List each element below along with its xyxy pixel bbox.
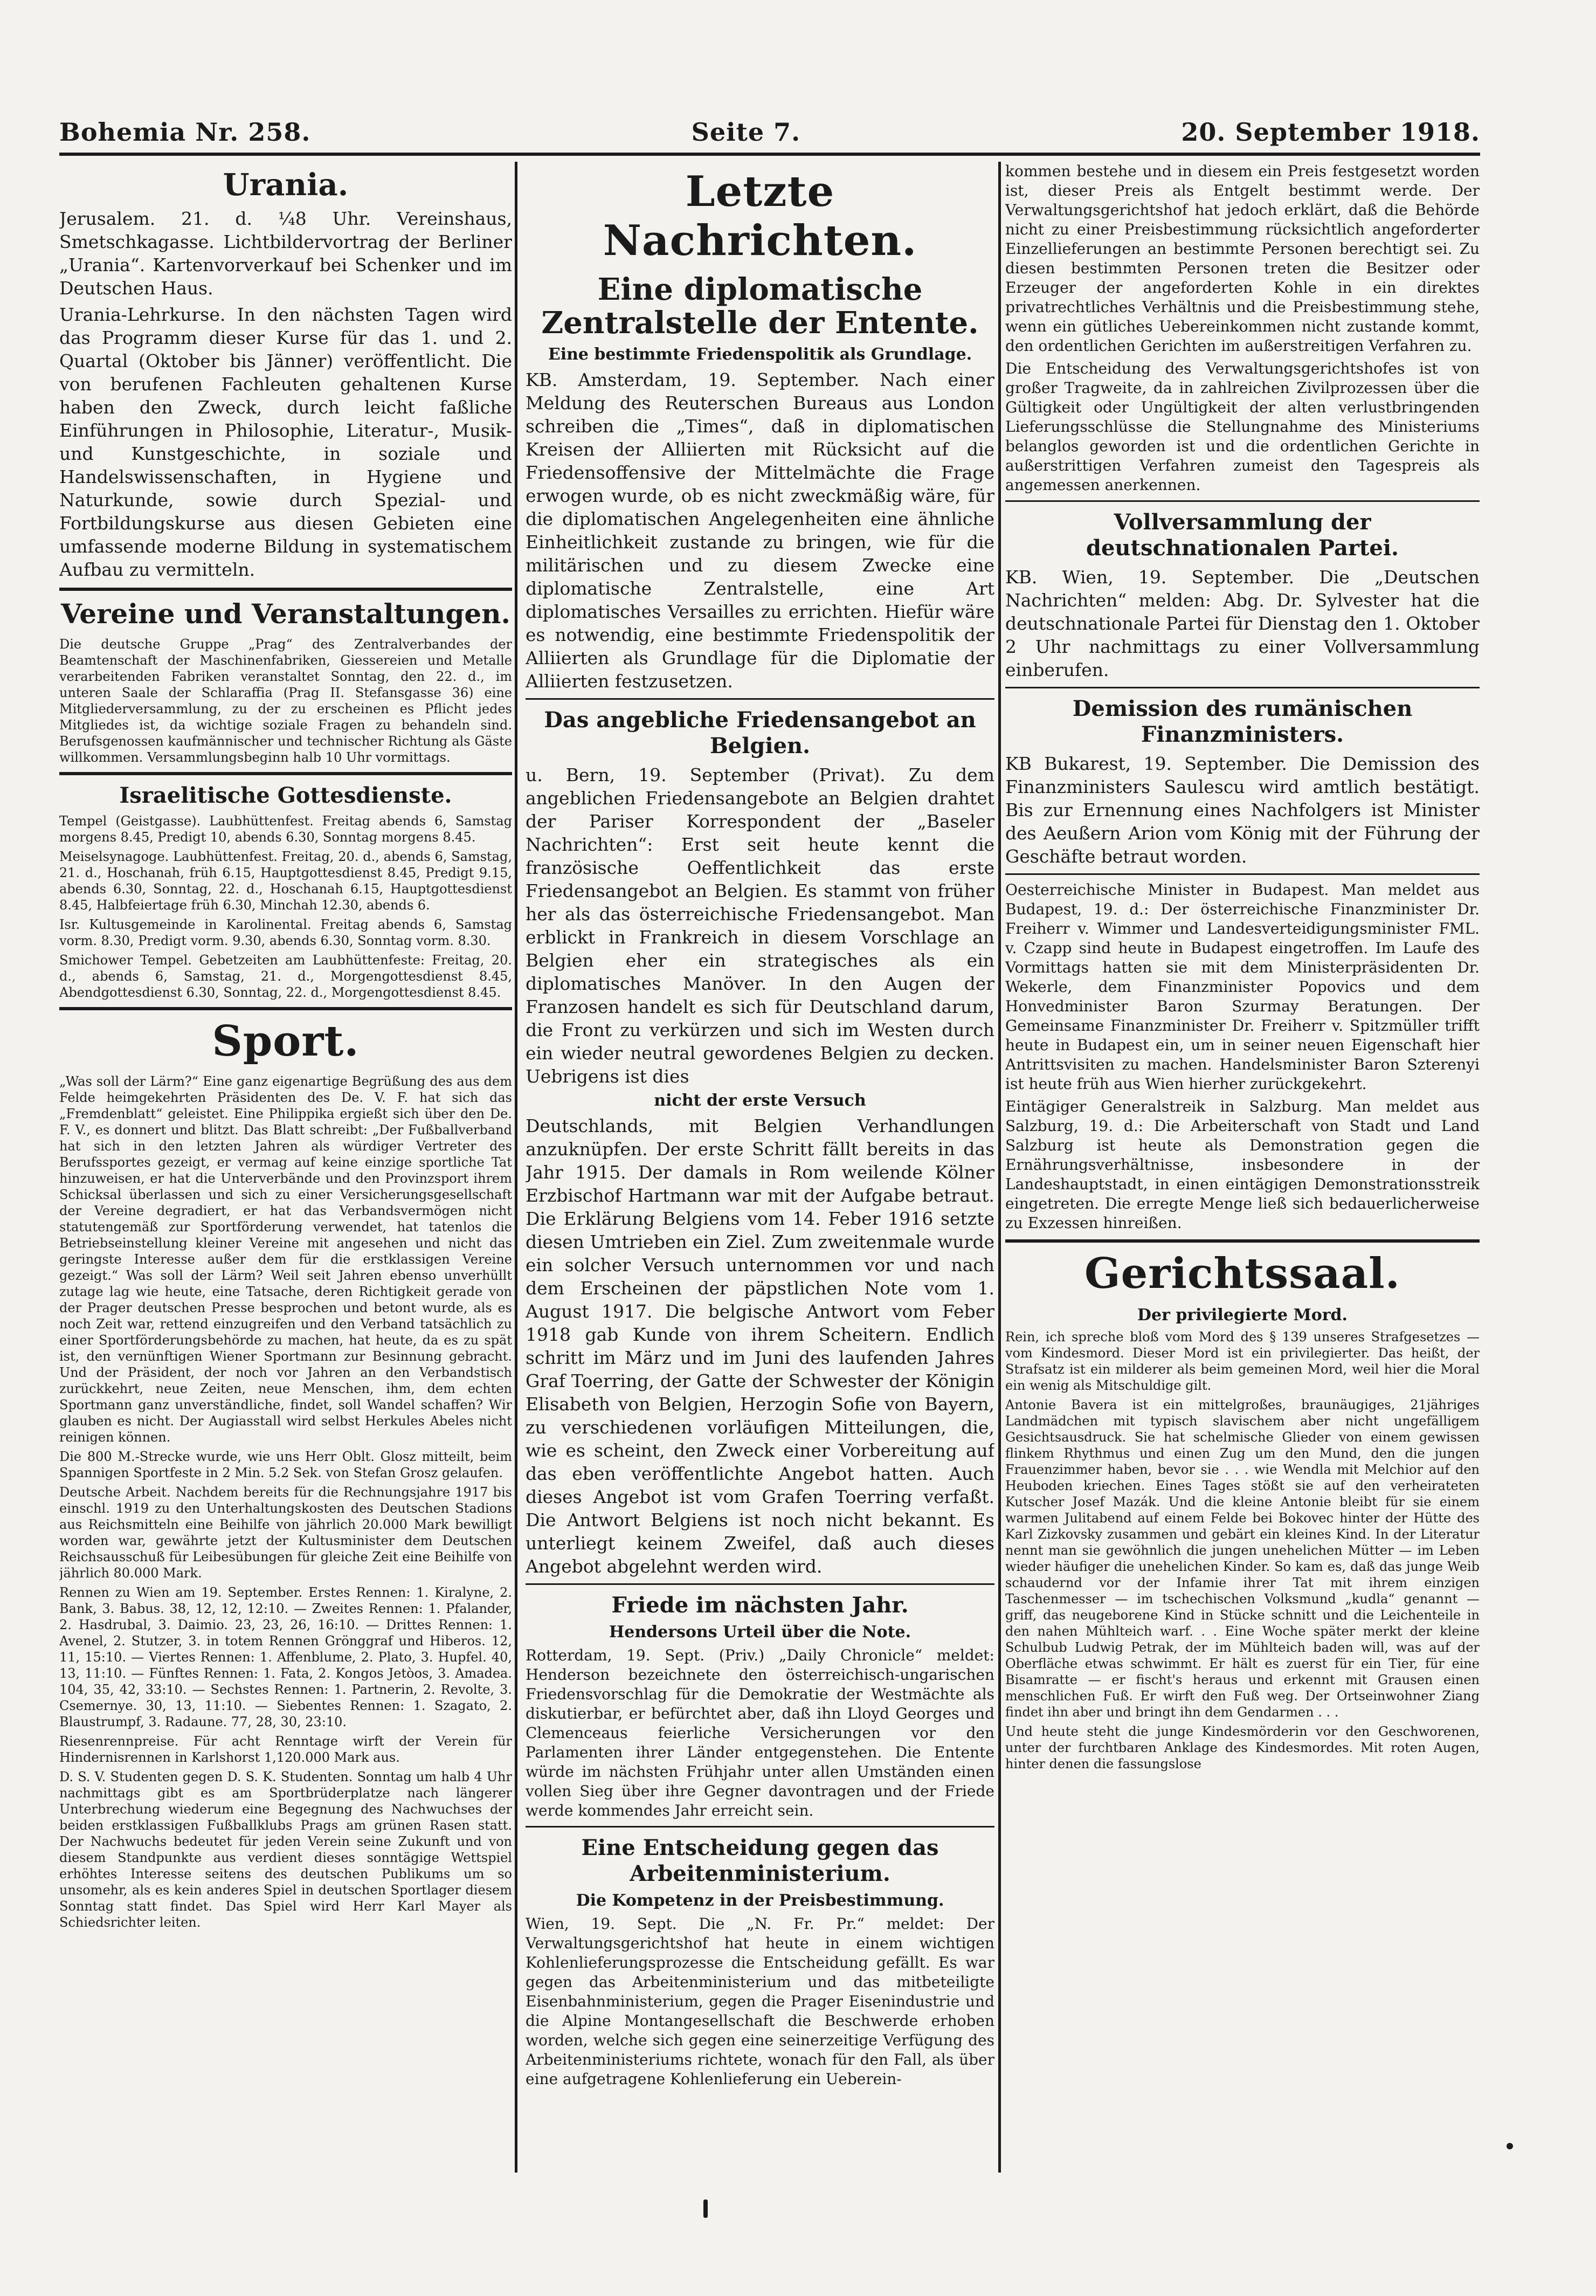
article-divider: [1005, 687, 1480, 688]
belgien-article-paragraph-1: u. Bern, 19. September (Privat). Zu dem angeblichen Friedensangebote an Belgien drahtet der Pariser Korrespondent der „Baseler Nachrichten“: Erst seit heute kennt die französische Oeffentlichkeit das erste Friedensangebot an Belgien. Es stammt von früher her als das österreichische Friedensangebot. Man erblickt in Frankreich in diesem Vorschlage an Belgien eher ein strategisches als ein diplomatisches Manöver. In den Augen der Franzosen handelt es sich für Deutschland darum, die Front zu verkürzen und sich im Westen durch ein wieder neutral gewordenes Belgien zu decken. Uebrigens ist dies: [526, 764, 994, 1087]
continued-paragraph-2: Die Entscheidung des Verwaltungsgerichtshofes ist von großer Tragweite, da in zahlreichen Zivilprozessen über die Gültigkeit oder Ungültigkeit der alten verlustbringenden Lieferungsschlüsse die Stellungnahme des Ministeriums belanglos geworden ist und die ordentlichen Gerichte in außerstrittigen Verfahren zumeist den Tagespreis als angemessen anerkennen.: [1005, 360, 1480, 494]
section-divider: [59, 1007, 512, 1010]
page-header: [59, 111, 1480, 154]
arbeitenministerium-paragraph: Wien, 19. Sept. Die „N. Fr. Pr.“ meldet: Der Verwaltungsgerichtshof hat heute in einem wichtigen Kohlenlieferungsprozesse die Entscheidung gefällt. Es war gegen das Arbeitenministerium und das mitbeteiligte Eisenbahnministerium, gegen die Prager Eisenindustrie und die Alpine Montangesellschaft die Beschwerde erhoben worden, welche sich gegen eine seinerzeitige Verfügung des Arbeitenministeriums richtete, wonach für den Fall, als über eine aufgetragene Kohlenlieferung ein Ueberein-: [526, 1915, 994, 2088]
gottesdienste-paragraph-4: Smichower Tempel. Gebetzeiten am Laubhüttenfeste: Freitag, 20. d., abends 6, Samstag, 21. d., Morgengottesdienst 8.45, Abendgottesdienst 6.30, Sonntag, 22. d., Morgengottesdienst 8.45.: [59, 953, 512, 1000]
vollversammlung-paragraph: KB. Wien, 19. September. Die „Deutschen Nachrichten“ melden: Abg. Dr. Sylvester hat die deutschnationale Partei für Dienstag den 1. Oktober 2 Uhr nachmittags zu einer Vollversammlung einberufen.: [1005, 567, 1480, 680]
vereine-paragraph: Die deutsche Gruppe „Prag“ des Zentralverbandes der Beamtenschaft der Maschinenfabriken, Giessereien und Metalle verarbeitenden Fabriken veranstaltet Sonntag, den 22. d., im unteren Saale der Schlaraffia (Prag II. Stefansgasse 36) eine Mitgliederversammlung, zu der zu erscheinen es Pflicht jedes Mitgliedes ist, da wichtige soziale Fragen zu behandeln sind. Berufsgenossen kaufmännischer und technischer Richtung als Gäste willkommen. Versammlungsbeginn halb 10 Uhr vormittags.: [59, 637, 512, 765]
sport-paragraph-2: Die 800 M.-Strecke wurde, wie uns Herr Oblt. Glosz mitteilt, beim Spannigen Sportfeste in 2 Min. 5.2 Sek. von Stefan Grosz gelaufen.: [59, 1449, 512, 1480]
belgien-article-heading: Das angebliche Friedensangebot an Belgien.: [544, 707, 976, 759]
demission-heading: Demission des rumänischen Finanzministers.: [1072, 696, 1413, 747]
scan-speck: [703, 2200, 708, 2218]
minister-budapest-paragraph: Oesterreichische Minister in Budapest. Man meldet aus Budapest, 19. d.: Der österreichische Finanzminister Dr. Freiherr v. Wimmer und Landesverteidigungsminister FML. v. Czapp sind heute in Budapest eingetroffen. Im Laufe des Vormittags hatten sie mit dem Ministerpräsidenten Dr. Wekerle, dem Finanzminister Popovics und dem Honvedminister Baron Szurmay Beratungen. Der Gemeinsame Finanzminister Dr. Freiherr v. Spitzmüller trifft heute in Budapest ein, um in seiner neuen Eigenschaft hier Antrittsvisiten zu machen. Handelsminister Baron Szterenyi ist heute früh aus Wien hierher zurückgekehrt.: [1005, 881, 1480, 1093]
section-divider: [59, 588, 512, 591]
header-page-number: Seite 7.: [691, 118, 801, 147]
column-center: [526, 162, 994, 2205]
header-rule: [59, 153, 1480, 156]
section-divider: [59, 772, 512, 775]
generalstreik-paragraph: Eintägiger Generalstreik in Salzburg. Man meldet aus Salzburg, 19. d.: Die Arbeiterschaft von Stadt und Land Salzburg ist heute als Demonstration gegen die Ernährungsverhältnisse, insbesondere in der Landeshauptstadt, in einen eintägigen Demonstrationsstreik eingetreten. Die erregte Menge ließ sich bedauerlicherweise zu Exzessen hinreißen.: [1005, 1098, 1480, 1232]
gerichtssaal-paragraph-2: Antonie Bavera ist ein mittelgroßes, braunäugiges, 21jähriges Landmädchen mit typisch slavischem aber nicht ungefälligem Gesichtsausdruck. Sie hat schelmische Glieder von einem gewissen flinkem Rhythmus und einen Zug um den Mund, den die jungen Frauenzimmer haben, bevor sie . . . wie Wendla mit Melchior auf den Heuboden kriechen. Eines Tages stößt sie auf den verheirateten Kutscher Josef Mazák. Und die kleine Antonie bleibt für sie einem warmen Julitabend auf einem Felde bei Bokovec hinter der Hütte des Karl Zizkovsky zusammen und gebärt ein kleines Kind. In der Literatur nennt man sie gewöhnlich die jungen unehelichen Mütter — im Leben wieder häufiger die unehelichen Kinder. So kam es, daß das junge Weib schaudernd vor der Infamie ihrer Tat mit ihrem einzigen Taschenmesser — im tschechischen Volksmund „kudla“ genannt — griff, das neugeborene Kind in Stücke schnitt und die Leichenteile in den nahen Mühlteich warf. . . Eine Woche später merkt der kleine Schulbub Ludwig Petrak, der im Mühlteich baden will, was auf der Oberfläche etwas schwimmt. Er hält es zuerst für ein Tier, für eine Bisamratte — er fischt's heraus und erkennt mit Grausen einen menschlichen Fuß. Er wirft den Fuß weg. Der Ortseinwohner Ziang findet ihn aber und bringt ihn dem Gendarmen . . .: [1005, 1397, 1480, 1720]
scan-speck: [1507, 2143, 1513, 2149]
gerichtssaal-paragraph-3: Und heute steht die junge Kindesmörderin vor den Geschworenen, unter der furchtbaren Anklage des Kindesmordes. Mit roten Augen, hinter denen die fassungslose: [1005, 1724, 1480, 1771]
sport-paragraph-4: Rennen zu Wien am 19. September. Erstes Rennen: 1. Kiralyne, 2. Bank, 3. Babus. 38, 12, 12, 12:10. — Zweites Rennen: 1. Pfalander, 2. Hasdrubal, 3. Daimio. 23, 23, 26, 16:10. — Drittes Rennen: 1. Avenel, 2. Stutzer, 3. in totem Rennen Grönggraf und Hiberos. 12, 11, 15:10. — Viertes Rennen: 1. Affenblume, 2. Plato, 3. Hupfel. 40, 13, 11:10. — Fünftes Rennen: 1. Fata, 2. Kongos Jetòos, 3. Amadea. 104, 35, 42, 33:10. — Sechstes Rennen: 1. Partnerin, 2. Revolte, 3. Csemernye. 30, 13, 11:10. — Siebentes Rennen: 1. Szagato, 2. Blaustrumpf, 3. Radaune. 77, 28, 30, 23:10.: [59, 1585, 512, 1729]
sport-paragraph-6: D. S. V. Studenten gegen D. S. K. Studenten. Sonntag um halb 4 Uhr nachmittags gibt es am Sportbrüderplatze nach längerer Unterbrechung wiederum eine Begegnung des Nachwuchses der beiden erstklassigen Fußballklubs Prags am grünen Rasen statt. Der Nachwuchs bedeutet für jeden Verein seine Zukunft und von diesem Standpunkte aus verdient dieses sonntägige Wettspiel erhöhtes Interesse seitens des deutschen Publikums um so unsomehr, als es kein anderes Spiel in deutschen Sportlager diesem Sonntag statt findet. Das Spiel wird Herr Karl Mayer als Schiedsrichter leiten.: [59, 1769, 512, 1930]
column-divider-1: [515, 162, 517, 2173]
article-divider: [1005, 500, 1480, 502]
column-right: [1005, 162, 1480, 2205]
entente-article-heading: Eine diplomatische Zentralstelle der Entente.: [541, 272, 979, 341]
gottesdienste-paragraph-1: Tempel (Geistgasse). Laubhüttenfest. Freitag abends 6, Samstag morgens 8.45, Predigt 10, abends 6.30, Sonntag morgens 8.45.: [59, 813, 512, 845]
article-divider: [526, 1583, 994, 1585]
urania-paragraph-1: Jerusalem. 21. d. ¼8 Uhr. Vereinshaus, Smetschkagasse. Lichtbildervortrag der Berliner „Urania“. Kartenvorverkauf bei Schenker und im Deutschen Haus.: [59, 208, 512, 299]
sport-heading: Sport.: [212, 1017, 360, 1066]
entente-article-kicker: Eine bestimmte Friedenspolitik als Grundlage.: [548, 345, 972, 364]
gottesdienste-paragraph-3: Isr. Kultusgemeinde in Karolinental. Freitag abends 6, Samstag vorm. 8.30, Predigt vorm. 9.30, abends 6.30, Sonntag vorm. 8.30.: [59, 917, 512, 948]
article-divider: [1005, 873, 1480, 875]
arbeitenministerium-heading: Eine Entscheidung gegen das Arbeitenministerium.: [581, 1835, 939, 1886]
gottesdienste-paragraph-2: Meiselsynagoge. Laubhüttenfest. Freitag, 20. d., abends 6, Samstag, 21. d., Hoschanah, früh 6.15, Hauptgottesdienst 8.45, Predigt 9.15, abends 6.30, Sonntag, 22. d., Hoschanah 6.15, Hauptgottesdienst 8.45, Halbfeiertage früh 6.30, Minchah 12.30, abends 6.: [59, 849, 512, 913]
belgien-article-subkicker: nicht der erste Versuch: [654, 1091, 866, 1110]
vereine-heading: Vereine und Veranstaltungen.: [61, 598, 510, 630]
article-divider: [526, 1826, 994, 1828]
demission-paragraph: KB Bukarest, 19. September. Die Demission des Finanzministers Saulescu wird amtlich bestätigt. Bis zur Ernennung eines Nachfolgers ist Minister des Aeußern Arion vom König mit der Führung der Geschäfte betraut worden.: [1005, 753, 1480, 867]
gerichtssaal-paragraph-1: Rein, ich spreche bloß vom Mord des § 139 unseres Strafgesetzes — vom Kindesmord. Dieser Mord ist ein privilegierter. Das heißt, der Strafsatz ist ein milderer als beim gemeinen Mord, weil hier die Moral ein wenig als Mitschuldige gilt.: [1005, 1329, 1480, 1393]
sport-paragraph-1: „Was soll der Lärm?“ Eine ganz eigenartige Begrüßung des aus dem Felde heimgekehrten Präsidenten des De. V. F. hat sich das „Fremdenblatt“ geleistet. Eine Philippika ergießt sich über den De. F. V., es donnert und blitzt. Das Blatt schreibt: „Der Fußballverband hat sich in den letzten Jahren als würdiger Vertreter des Berufssportes gezeigt, er vermag auf keine einzige sportliche Tat hinzuweisen, er hat die Unterverbände und den Provinzsport ihrem Schicksal überlassen und sich zu einer Versicherungsgesellschaft der Vereine degradiert, er hat das Verbandsvermögen nicht statutengemäß zur Sportförderung verwendet, hat tatenlos die Betriebseinstellung kleiner Vereine mit angesehen und nicht das geringste Interesse außer dem für die erstklassigen Vereine gezeigt.“ Was soll der Lärm? Weil seit Jahren ebenso unverhüllt zutage lag wie heute, eine Tatsache, deren Richtigkeit gerade von der Prager deutschen Presse besprochen und betont wurde, als es noch Zeit war, rettend einzugreifen und den Verband tatsächlich zu einer Sportförderungsbehörde zu machen, hat heute, da es zu spät ist, den vernünftigen Wiener Sportmann zur Besinnung gebracht. Und der Präsident, der noch vor Jahren an den Verbandstisch zurückkehrt, neue Zeiten, neue Menschen, ihm, dem echten Sportmann ganz unverständliche, findet, soll Wandel schaffen? Wir glauben es nicht. Der Augiasstall wird selbst Herkules Abeles nicht reinigen können.: [59, 1074, 512, 1445]
sport-paragraph-5: Riesenrennpreise. Für acht Renntage wirft der Verein für Hindernisrennen in Karlshorst 1,120.000 Mark aus.: [59, 1734, 512, 1765]
urania-heading: Urania.: [223, 167, 349, 203]
friede-article-paragraph: Rotterdam, 19. Sept. (Priv.) „Daily Chronicle“ meldet: Henderson bezeichnete den österreichisch-ungarischen Friedensvorschlag für die Demokratie der Westmächte als diskutierbar, er befürchtet aber, daß ihn Lloyd Georges und Clemenceaus feierliche Versicherungen vor den Parlamenten ihrer Länder entgegenstehen. Die Entente würde im nächsten Frühjahr unter allen Umständen einen vollen Sieg über ihre Gegner davontragen und der Friede werde kommendes Jahr erreicht sein.: [526, 1646, 994, 1819]
gerichtssaal-heading: Gerichtssaal.: [1084, 1249, 1400, 1298]
sport-paragraph-3: Deutsche Arbeit. Nachdem bereits für die Rechnungsjahre 1917 bis einschl. 1919 zu den Unterhaltungskosten des Deutschen Stadions aus Reichsmitteln eine Beihilfe von jährlich 20.000 Mark bewilligt worden war, gewährte jetzt der Kultusminister dem Deutschen Reichsausschuß für Leibesübungen für gleiche Zeit eine Beihilfe von jährlich 80.000 Mark.: [59, 1485, 512, 1581]
urania-paragraph-2: Urania-Lehrkurse. In den nächsten Tagen wird das Programm dieser Kurse für das 1. und 2. Quartal (Oktober bis Jänner) veröffentlicht. Die von berufenen Fachleuten gehaltenen Kurse haben den Zweck, durch leicht faßliche Einführungen in Philosophie, Literatur-, Musik- und Kunstgeschichte, in soziale und Handelswissenschaften, in Hygiene und Naturkunde, sowie durch Spezial- und Fortbildungskurse aus diesen Gebieten eine umfassende moderne Bildung in systematischem Aufbau zu vermitteln.: [59, 304, 512, 580]
header-issue: Bohemia Nr. 258.: [59, 118, 311, 147]
gerichtssaal-subheading: Der privilegierte Mord.: [1137, 1306, 1348, 1325]
letzte-nachrichten-heading: Letzte Nachrichten.: [603, 167, 917, 265]
friede-article-kicker: Hendersons Urteil über die Note.: [609, 1623, 911, 1642]
article-divider: [526, 698, 994, 700]
entente-article-paragraph: KB. Amsterdam, 19. September. Nach einer Meldung des Reuterschen Bureaus aus London schreiben die „Times“, daß in diplomatischen Kreisen der Alliierten mit Rücksicht auf die Friedensoffensive der Mittelmächte die Frage erwogen wurde, ob es nicht zweckmäßig wäre, für die diplomatischen Angelegenheiten eine ähnliche Einheitlichkeit zustande zu bringen, wie für die militärischen und zu diesem Zwecke eine diplomatische Zentralstelle, eine Art diplomatisches Versailles zu errichten. Hiefür wäre es notwendig, eine bestimmte Friedenspolitik der Alliierten als Grundlage für die Diplomatie der Alliierten festzusetzen.: [526, 369, 994, 692]
gottesdienste-heading: Israelitische Gottesdienste.: [119, 783, 452, 808]
column-left: [59, 162, 512, 2205]
header-date: 20. September 1918.: [1181, 118, 1480, 147]
arbeitenministerium-kicker: Die Kompetenz in der Preisbestimmung.: [576, 1891, 944, 1910]
vollversammlung-heading: Vollversammlung der deutschnationalen Partei.: [1086, 509, 1399, 561]
friede-article-heading: Friede im nächsten Jahr.: [611, 1592, 909, 1618]
column-divider-2: [998, 162, 1001, 2173]
belgien-article-paragraph-2: Deutschlands, mit Belgien Verhandlungen anzuknüpfen. Der erste Schritt fällt bereits in das Jahr 1915. Der damals in Rom weilende Kölner Erzbischof Hartmann war mit der Aufgabe betraut. Die Erklärung Belgiens vom 14. Feber 1916 setzte diesen Umtrieben ein Ziel. Zum zweitenmale wurde ein solcher Versuch unternommen vor und nach dem Erscheinen der päpstlichen Note vom 1. August 1917. Die belgische Antwort vom Feber 1918 gab Kunde von ihrem Scheitern. Endlich schritt im März und im Juni des laufenden Jahres Graf Toerring, der Gatte der Schwester der Königin Elisabeth von Belgien, Herzogin Sofie von Bayern, zu verschiedenen vorläufigen Mitteilungen, die, wie es scheint, den Zweck einer Vorbereitung auf das eben veröffentlichte Angebot hatten. Auch dieses Angebot ist vom Grafen Toerring verfaßt. Die Antwort Belgiens ist noch nicht bekannt. Es unterliegt keinem Zweifel, daß auch dieses Angebot abgelehnt werden wird.: [526, 1115, 994, 1577]
section-divider: [1005, 1239, 1480, 1243]
continued-paragraph-1: kommen bestehe und in diesem ein Preis festgesetzt worden ist, dieser Preis als Entgelt bestimmt werde. Der Verwaltungsgerichtshof hat jedoch erklärt, daß die Behörde nicht zu einer Preisbestimmung rücksichtlich angeforderter Einzellieferungen an bestimmte Personen berechtigt sei. Zu diesen bestimmten Personen treten die Besitzer oder Erzeuger der angeforderten Kohle in ein direktes privatrechtliches Verhältnis und die Preisbestimmung stehe, wenn ein gütliches Uebereinkommen nicht zustande kommt, den ordentlichen Gerichten im außerstreitigen Verfahren zu.: [1005, 162, 1480, 355]
